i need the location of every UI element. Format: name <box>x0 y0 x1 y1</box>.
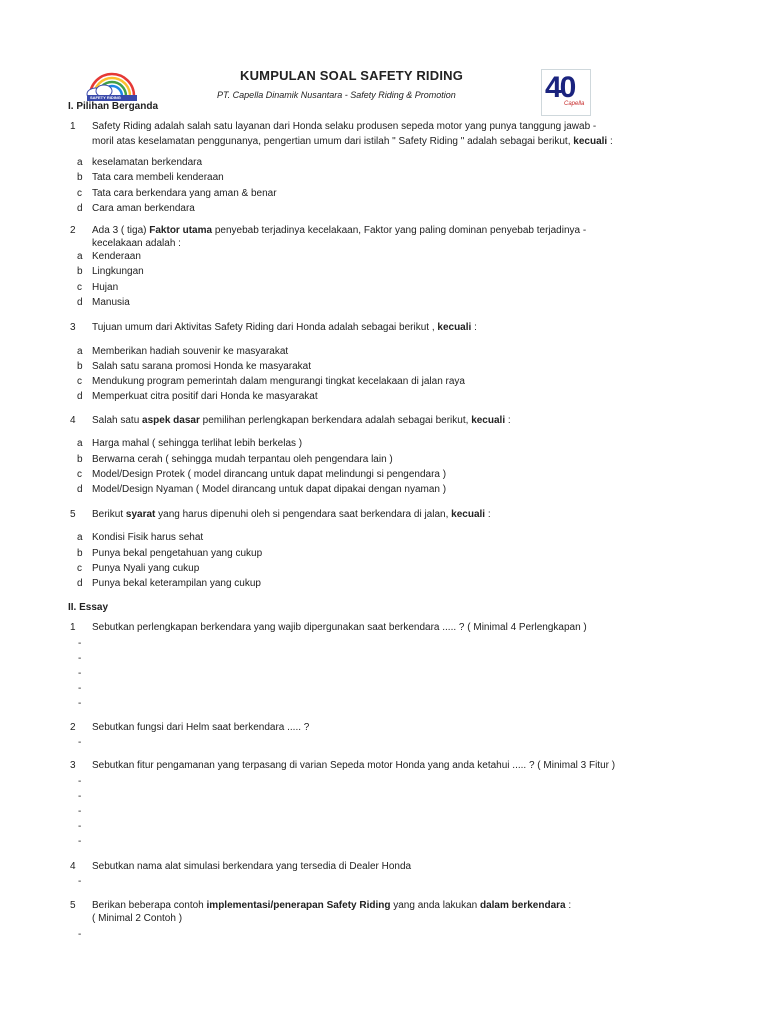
left-logo-text: SAFETY RIDING <box>90 95 121 100</box>
q5-number: 5 <box>70 509 76 520</box>
answer-dash: - <box>78 821 82 832</box>
anniversary-number: 40 <box>545 71 575 104</box>
essay-4-number: 4 <box>70 861 76 872</box>
essay-1-text: Sebutkan perlengkapan berkendara yang wajib dipergunakan saat berkendara ..... ? ( Minimal 4 Perlengkapan ) <box>92 622 587 633</box>
right-logo <box>541 69 591 116</box>
q4-option-d: Model/Design Nyaman ( Model dirancang untuk dapat dipakai dengan nyaman ) <box>92 484 447 495</box>
page-title: KUMPULAN SOAL SAFETY RIDING <box>240 68 464 83</box>
q3-number: 3 <box>70 322 76 333</box>
page-subtitle: PT. Capella Dinamik Nusantara - Safety Riding & Promotion <box>217 90 456 100</box>
q4-option-d-letter: d <box>77 484 83 495</box>
q1-option-a: keselamatan berkendara <box>92 157 203 168</box>
answer-dash: - <box>78 876 82 887</box>
q1-option-b-letter: b <box>77 172 83 183</box>
q5-option-b: Punya bekal pengetahuan yang cukup <box>92 548 263 559</box>
q2-option-c-letter: c <box>77 282 82 293</box>
answer-dash: - <box>78 737 82 748</box>
q3-option-a-letter: a <box>77 346 83 357</box>
essay-5-number: 5 <box>70 900 76 911</box>
q1-option-b: Tata cara membeli kenderaan <box>92 172 224 183</box>
q3-option-d: Memperkuat citra positif dari Honda ke masyarakat <box>92 391 318 402</box>
q1-line-2: moril atas keselamatan penggunanya, pengertian umum dari istilah " Safety Riding " adalah sebagai berikut, kecuali : <box>92 136 613 147</box>
essay-5-line-2: ( Minimal 2 Contoh ) <box>92 913 183 924</box>
q3-option-c-letter: c <box>77 376 82 387</box>
q2-option-d-letter: d <box>77 297 83 308</box>
essay-3-text: Sebutkan fitur pengamanan yang terpasang di varian Sepeda motor Honda yang anda ketahui ..... ? ( Minimal 3 Fitur ) <box>92 760 616 771</box>
q4-option-a-letter: a <box>77 438 83 449</box>
q5-option-a: Kondisi Fisik harus sehat <box>92 532 204 543</box>
q4-option-c-letter: c <box>77 469 82 480</box>
essay-3-number: 3 <box>70 760 76 771</box>
answer-dash: - <box>78 653 82 664</box>
essay-1-number: 1 <box>70 622 76 633</box>
q3-line-1: Tujuan umum dari Aktivitas Safety Riding dari Honda adalah sebagai berikut , kecuali : <box>92 322 477 333</box>
q1-option-a-letter: a <box>77 157 83 168</box>
q3-option-b-letter: b <box>77 361 83 372</box>
section-2-title: II. Essay <box>68 602 109 613</box>
q5-option-a-letter: a <box>77 532 83 543</box>
answer-dash: - <box>78 683 82 694</box>
q2-option-b: Lingkungan <box>92 266 144 277</box>
q1-option-d: Cara aman berkendara <box>92 203 195 214</box>
q4-number: 4 <box>70 415 76 426</box>
q5-option-d-letter: d <box>77 578 83 589</box>
q5-line-1: Berikut syarat yang harus dipenuhi oleh si pengendara saat berkendara di jalan, kecuali : <box>92 509 491 520</box>
q2-option-a: Kenderaan <box>92 251 141 262</box>
q4-option-b: Berwarna cerah ( sehingga mudah terpantau oleh pengendara lain ) <box>92 454 393 465</box>
answer-dash: - <box>78 791 82 802</box>
q2-option-c: Hujan <box>92 282 119 293</box>
answer-dash: - <box>78 929 82 940</box>
answer-dash: - <box>78 638 82 649</box>
essay-2-number: 2 <box>70 722 76 733</box>
q2-number: 2 <box>70 225 76 236</box>
q1-option-c-letter: c <box>77 188 82 199</box>
q3-option-d-letter: d <box>77 391 83 402</box>
q5-option-c: Punya Nyali yang cukup <box>92 563 200 574</box>
q2-line-1: Ada 3 ( tiga) Faktor utama penyebab terjadinya kecelakaan, Faktor yang paling dominan penyebab terjadinya - <box>92 225 587 236</box>
q2-option-d: Manusia <box>92 297 130 308</box>
answer-dash: - <box>78 806 82 817</box>
q3-option-a: Memberikan hadiah souvenir ke masyarakat <box>92 346 289 357</box>
left-logo <box>84 66 140 102</box>
q4-option-a: Harga mahal ( sehingga terlihat lebih berkelas ) <box>92 438 303 449</box>
q2-option-b-letter: b <box>77 266 83 277</box>
q1-number: 1 <box>70 121 76 132</box>
answer-dash: - <box>78 776 82 787</box>
q1-option-c: Tata cara berkendara yang aman & benar <box>92 188 277 199</box>
answer-dash: - <box>78 698 82 709</box>
essay-2-text: Sebutkan fungsi dari Helm saat berkendara ..... ? <box>92 722 310 733</box>
section-1-title: I. Pilihan Berganda <box>68 101 159 112</box>
q3-option-c: Mendukung program pemerintah dalam mengurangi tingkat kecelakaan di jalan raya <box>92 376 465 387</box>
q2-line-2: kecelakaan adalah : <box>92 238 181 249</box>
q4-line-1: Salah satu aspek dasar pemilihan perlengkapan berkendara adalah sebagai berikut, kecuali : <box>92 415 511 426</box>
q2-option-a-letter: a <box>77 251 83 262</box>
q4-option-c: Model/Design Protek ( model dirancang untuk dapat melindungi si pengendara ) <box>92 469 447 480</box>
q1-option-d-letter: d <box>77 203 83 214</box>
q3-option-b: Salah satu sarana promosi Honda ke masyarakat <box>92 361 312 372</box>
anniversary-word: Capella <box>564 101 585 107</box>
answer-dash: - <box>78 668 82 679</box>
q4-option-b-letter: b <box>77 454 83 465</box>
q5-option-b-letter: b <box>77 548 83 559</box>
essay-5-text: Berikan beberapa contoh implementasi/penerapan Safety Riding yang anda lakukan dalam berkendara : <box>92 900 572 911</box>
q5-option-d: Punya bekal keterampilan yang cukup <box>92 578 261 589</box>
essay-4-text: Sebutkan nama alat simulasi berkendara yang tersedia di Dealer Honda <box>92 861 412 872</box>
answer-dash: - <box>78 836 82 847</box>
q5-option-c-letter: c <box>77 563 82 574</box>
q1-line-1: Safety Riding adalah salah satu layanan dari Honda selaku produsen sepeda motor yang punya tanggung jawab - <box>92 121 597 132</box>
